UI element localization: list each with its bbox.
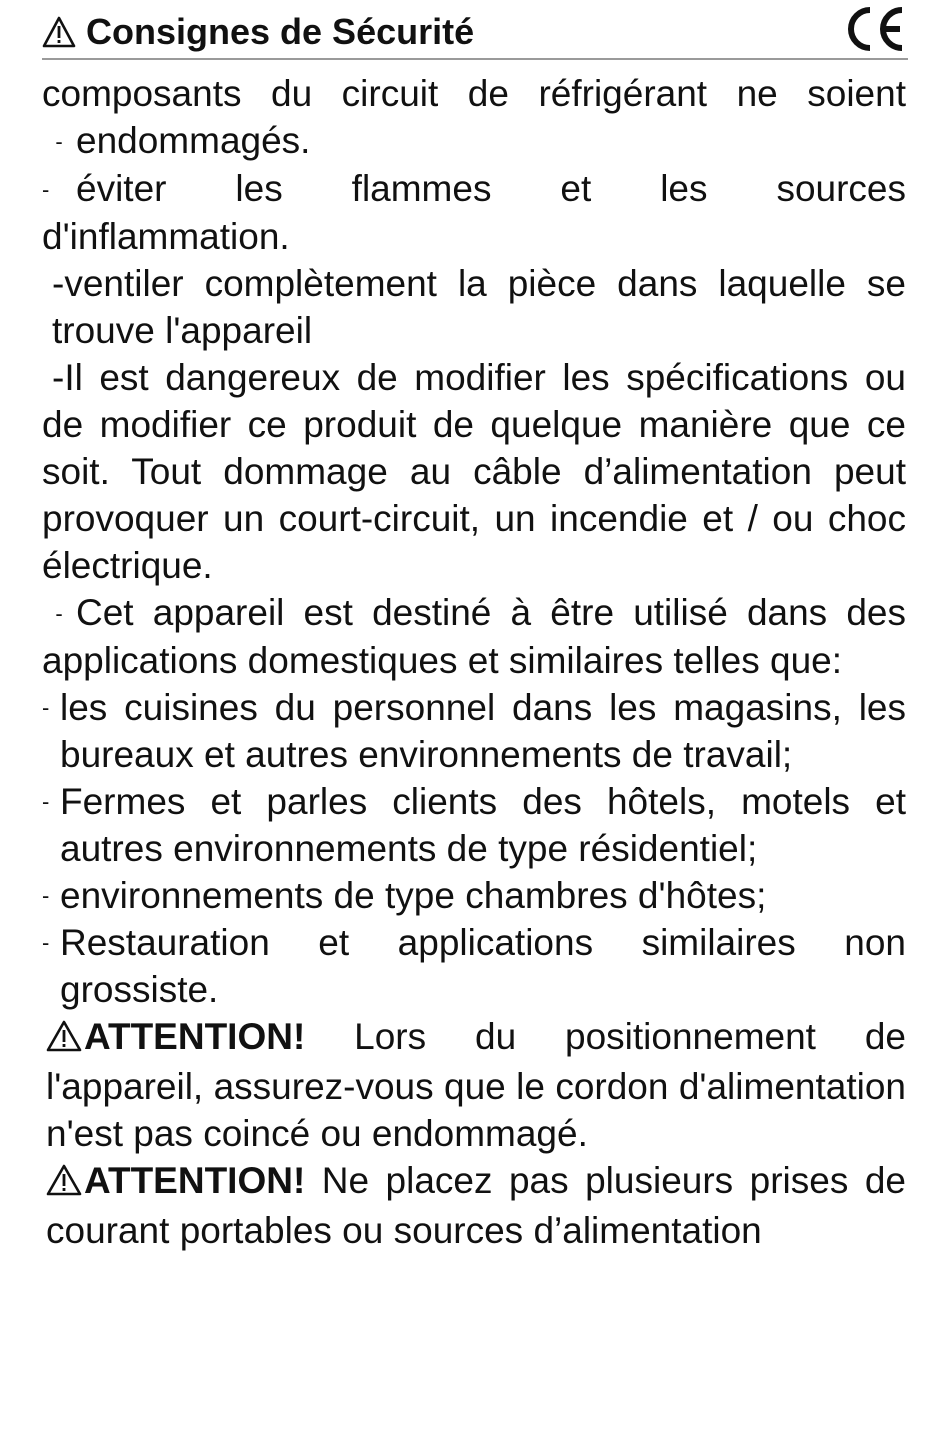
dash-bullet: - xyxy=(42,789,50,814)
paragraph-usage xyxy=(42,589,906,684)
list-item xyxy=(42,919,906,1013)
header-title-row xyxy=(42,10,474,58)
dash-bullet: - xyxy=(42,177,50,202)
attention-label: ATTENTION! xyxy=(84,1160,306,1201)
list-item xyxy=(42,778,906,872)
paragraph-ventiler: -ventiler complètement la pièce dans laquelle se trouve l'appareil xyxy=(52,263,906,351)
dash-bullet: - xyxy=(42,695,50,720)
dash-bullet: - xyxy=(55,601,63,626)
warning-triangle-icon xyxy=(46,1016,82,1063)
ce-mark-logo xyxy=(844,6,906,61)
list-item-text: les cuisines du personnel dans les magasins, les bureaux et autres environnements de travail; xyxy=(60,687,906,775)
text-line xyxy=(42,117,906,165)
warning-triangle-icon xyxy=(46,1160,82,1207)
list-item xyxy=(42,872,906,919)
text-fragment: endommagés. xyxy=(76,120,311,161)
list-item xyxy=(42,684,906,778)
text-fragment: Cet appareil est destiné à être utilisé dans des applications domestiques et similaires telles que: xyxy=(42,592,906,681)
text-line: composants du circuit de réfrigérant ne soient xyxy=(42,73,906,114)
text-fragment: éviter les flammes et les sources xyxy=(76,168,906,209)
page-header xyxy=(42,6,908,60)
list-item-text: environnements de type chambres d'hôtes; xyxy=(60,875,767,916)
text-line: d'inflammation. xyxy=(42,216,290,257)
attention-text: Lors du positionnement de l'appareil, assurez-vous que le cordon d'alimentation n'est pas coincé ou endommagé. xyxy=(46,1016,906,1154)
warning-triangle-icon xyxy=(42,14,76,58)
paragraph-danger: -Il est dangereux de modifier les spécifications ou de modifier ce produit de quelque manière que ce soit. Tout dommage au câble d’alimentation peut provoquer un court-circuit, un incendie et / ou choc électrique. xyxy=(42,357,906,586)
dash-bullet: - xyxy=(42,883,50,908)
page-title: Consignes de Sécurité xyxy=(86,11,475,52)
attention-label: ATTENTION! xyxy=(84,1016,306,1057)
text-line xyxy=(42,165,906,213)
list-item-text: Fermes et parles clients des hôtels, motels et autres environnements de type résidentiel; xyxy=(60,781,906,869)
attention-paragraph-2 xyxy=(42,1157,906,1254)
dash-bullet: - xyxy=(55,129,63,154)
list-item-text: Restauration et applications similaires non grossiste. xyxy=(60,922,906,1010)
attention-paragraph-1 xyxy=(42,1013,906,1157)
safety-instructions-body xyxy=(42,70,906,1254)
attention-text: Ne placez pas plusieurs prises de courant portables ou sources d’alimentation xyxy=(46,1160,906,1251)
dash-bullet: - xyxy=(42,930,50,955)
